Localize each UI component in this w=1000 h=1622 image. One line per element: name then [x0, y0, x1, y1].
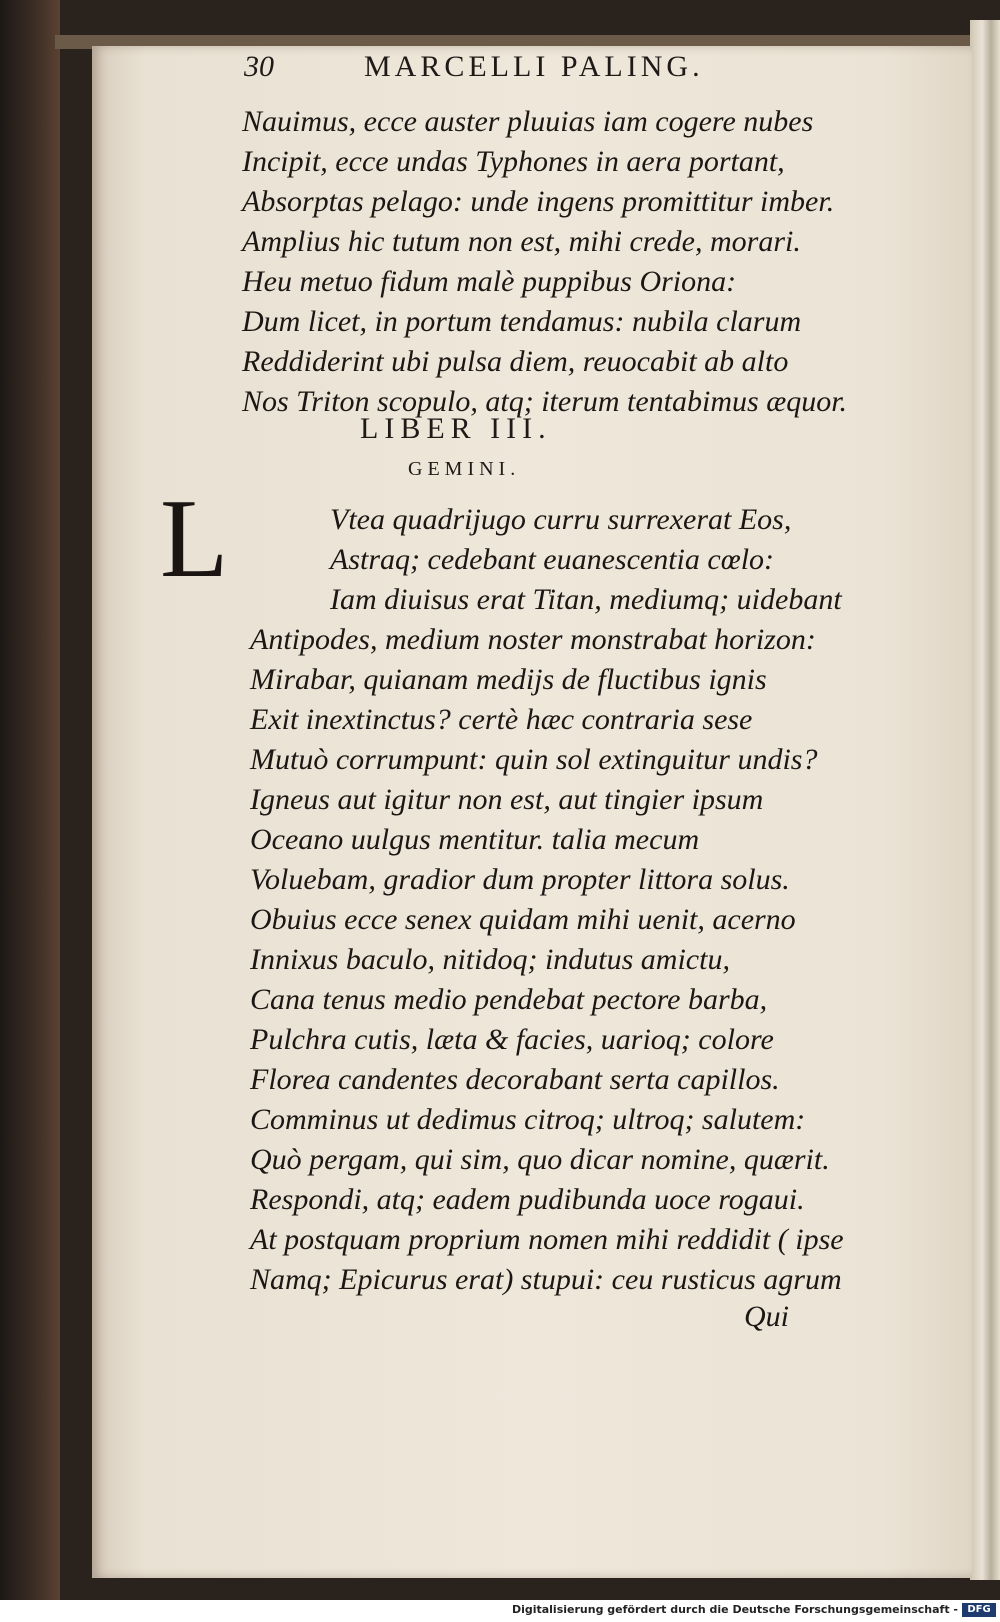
verse-line: Astraq; cedebant euanescentia cœlo:	[330, 543, 775, 576]
verse-line: Iam diuisus erat Titan, mediumq; uidebant	[330, 583, 842, 616]
verse-line: Mutuò corrumpunt: quin sol extinguitur undis?	[250, 743, 818, 776]
verse-line: Absorptas pelago: unde ingens promittitur imber.	[242, 185, 835, 218]
verse-line: Quò pergam, qui sim, quo dicar nomine, quærit.	[250, 1143, 830, 1176]
book-spine	[0, 0, 60, 1600]
verse-line: Namq; Epicurus erat) stupui: ceu rusticus agrum	[250, 1263, 842, 1296]
drop-cap: L	[160, 477, 229, 601]
digitization-footer	[0, 1600, 1000, 1622]
verse-line: Antipodes, medium noster monstrabat horizon:	[250, 623, 816, 656]
verse-line: Pulchra cutis, læta & facies, uarioq; colore	[250, 1023, 774, 1056]
verse-line: Oceano uulgus mentitur. talia mecum	[250, 823, 700, 856]
verse-line: Voluebam, gradior dum propter littora solus.	[250, 863, 790, 896]
verse-line: Amplius hic tutum non est, mihi crede, morari.	[242, 225, 801, 258]
verse-line: Comminus ut dedimus citroq; ultroq; salutem:	[250, 1103, 806, 1136]
verse-line: Nauimus, ecce auster pluuias iam cogere nubes	[242, 105, 814, 138]
running-head	[244, 50, 884, 86]
verse-line: Obuius ecce senex quidam mihi uenit, acerno	[250, 903, 796, 936]
page-number: 30	[244, 50, 274, 83]
book-heading: LIBER III.	[360, 412, 552, 445]
verse-line: Vtea quadrijugo curru surrexerat Eos,	[330, 503, 792, 536]
verse-line: Dum licet, in portum tendamus: nubila clarum	[242, 305, 802, 338]
verse-line: Innixus baculo, nitidoq; indutus amictu,	[250, 943, 730, 976]
funding-credit: Digitalisierung gefördert durch die Deutsche Forschungsgemeinschaft -	[511, 1603, 958, 1616]
verse-line: Incipit, ecce undas Typhones in aera portant,	[242, 145, 785, 178]
verse-line: At postquam proprium nomen mihi reddidit ( ipse	[250, 1223, 844, 1256]
verse-line: Exit inextinctus? certè hæc contraria sese	[250, 703, 753, 736]
verse-line: Cana tenus medio pendebat pectore barba,	[250, 983, 768, 1016]
verse-line: Reddiderint ubi pulsa diem, reuocabit ab alto	[242, 345, 789, 378]
verse-line: Florea candentes decorabant serta capillos.	[250, 1063, 780, 1096]
verse-line: Igneus aut igitur non est, aut tingier ipsum	[250, 783, 764, 816]
verse-line: Heu metuo fidum malè puppibus Oriona:	[242, 265, 737, 298]
catchword: Qui	[744, 1300, 789, 1333]
page-block-edge	[970, 20, 1000, 1580]
section-heading: GEMINI.	[408, 458, 521, 480]
dfg-logo-icon: DFG	[962, 1603, 996, 1617]
verse-line: Nos Triton scopulo, atq; iterum tentabimus æquor.	[242, 385, 848, 418]
verse-line: Mirabar, quianam medijs de fluctibus ignis	[250, 663, 767, 696]
verse-line: Respondi, atq; eadem pudibunda uoce rogaui.	[250, 1183, 805, 1216]
running-title: MARCELLI PALING.	[364, 50, 704, 83]
